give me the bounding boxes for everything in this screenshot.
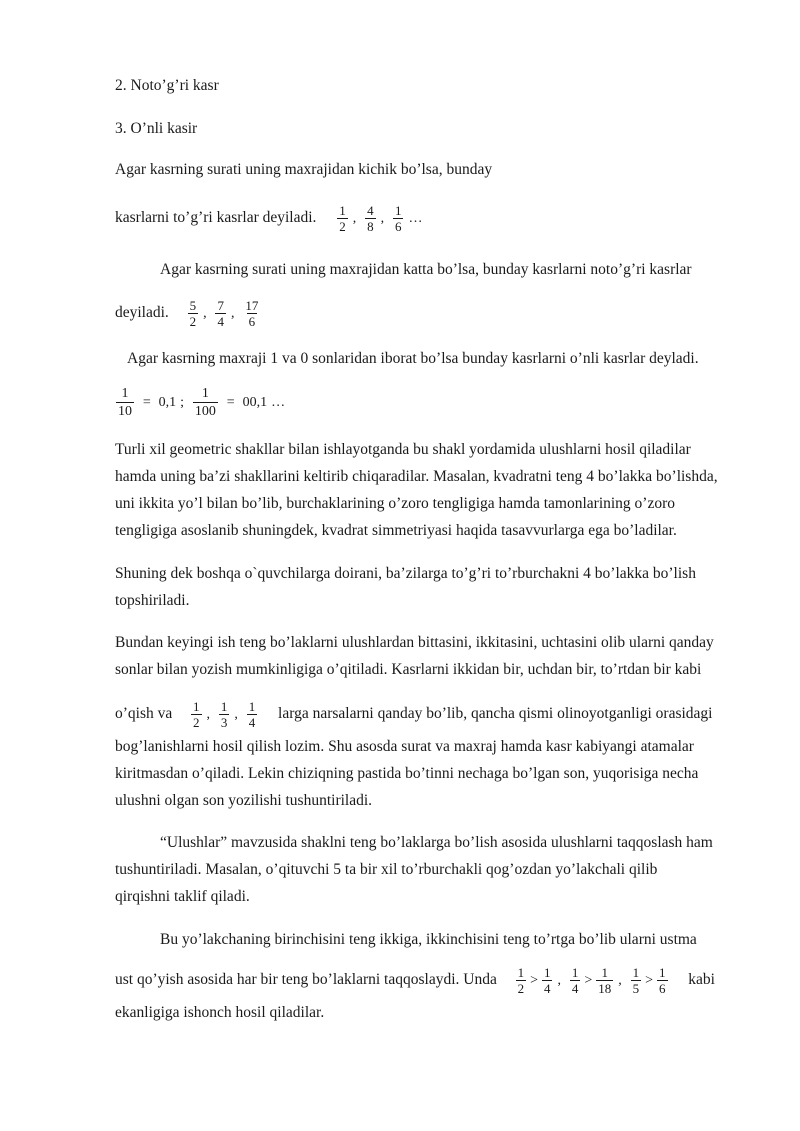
paragraph-line: tushuntiriladi. Masalan, o’qituvchi 5 ta bir xil to’rburchakli qog’ozdan yo’lakchali qilib (115, 861, 658, 878)
fraction: $\frac{1}{2}$ (517, 965, 525, 996)
paragraph-line: Shuning dek boshqa o`quvchilarga doirani, ba’zilarga to’g’ri to’rburchakni 4 bo’lakka bo’lish (115, 565, 696, 582)
line-text: kabi (688, 971, 715, 989)
fraction: $\frac{1}{5}$ (632, 965, 640, 996)
fraction: $\frac{1}{2}$ (339, 203, 346, 234)
paragraph-line: topshiriladi. (115, 592, 190, 609)
fraction: $\frac{1}{4}$ (543, 965, 551, 996)
unit-fraction-line: o’qish va $\frac{1}{2}$ , $\frac{1}{3}$ , $\frac{1}{4}$ larga narsalarni qanday bo’lib, qancha qismi olinoyotganligi orasidagi (115, 699, 713, 730)
paragraph-line: qirqishni taklif qiladi. (115, 888, 250, 905)
comparison-line: ust qo’yish asosida har bir teng bo’laklarni taqqoslaydi. Unda $\frac{1}{2}$ > $\frac{1}{4}$ , $\frac{1}{4}$ > $\frac{1}{18}$ , $\frac{1}{5}$ > $\frac{1}{6}$ kabi (115, 965, 715, 996)
improper-fraction-line: deyiladi. $\frac{5}{2}$ , $\frac{7}{4}$ , $\frac{17}{6}$ (115, 298, 259, 329)
paragraph-line: Bundan keyingi ish teng bo’laklarni ulushlardan bittasini, ikkitasini, uchtasini olib ularni qanday (115, 634, 714, 651)
fraction: $\frac{4}{8}$ (367, 203, 374, 234)
proper-fraction-line: kasrlarni to’g’ri kasrlar deyiladi. $\frac{1}{2}$ , $\frac{4}{8}$ , $\frac{1}{6}$ … (115, 203, 423, 234)
paragraph-line: Agar kasrning maxraji 1 va 0 sonlaridan iborat bo’lsa bunday kasrlarni o’nli kasrlar deyladi. (127, 350, 699, 367)
paragraph-line: hamda uning ba’zi shakllarini keltirib chiqaradilar. Masalan, kvadratni teng 4 bo’lakka bo’lishda, (115, 468, 718, 485)
paragraph-line: uni ikkita yo’l bilan bo’lib, burchaklarining o’zoro tengligiga hamda tamonlarining o’zoro (115, 495, 676, 512)
fraction: $\frac{17}{6}$ (245, 298, 259, 329)
fraction: $\frac{1}{10}$ (118, 386, 132, 419)
paragraph-line: Agar kasrning surati uning maxrajidan katta bo’lsa, bunday kasrlarni noto’g’ri kasrlar (160, 261, 692, 278)
paragraph-line: tengligiga asoslanib shuningdek, kvadrat simmetriyasi haqida tasavvurlarga ega bo’ladilar. (115, 522, 677, 539)
list-item-3: 3. O’nli kasir (115, 120, 198, 137)
line-text: kasrlarni to’g’ri kasrlar deyiladi. (115, 209, 317, 227)
paragraph-line: kiritmasdan o’qiladi. Lekin chiziqning pastida bo’tinni nechaga bo’lgan son, yuqorisiga necha (115, 765, 699, 782)
fraction: $\frac{7}{4}$ (217, 298, 224, 329)
fraction: $\frac{5}{2}$ (189, 298, 197, 329)
line-text: deyiladi. (115, 304, 169, 322)
line-text: larga narsalarni qanday bo’lib, qancha qismi olinoyotganligi orasidagi (278, 705, 713, 723)
fraction: $\frac{1}{6}$ (659, 965, 666, 996)
decimal-fraction-line: $\frac{1}{10}$ = 0,1 ; $\frac{1}{100}$ = 00,1 … (118, 386, 286, 419)
fraction: $\frac{1}{2}$ (193, 699, 200, 730)
fraction: $\frac{1}{3}$ (220, 699, 228, 730)
paragraph-line: ulushni olgan son yozilishi tushuntiriladi. (115, 792, 373, 809)
fraction: $\frac{1}{100}$ (194, 386, 216, 419)
paragraph-line: bog’lanishlarni hosil qilish lozim. Shu asosda surat va maxraj hamda kasr kabiyangi atamalar (115, 738, 694, 755)
fraction: $\frac{1}{4}$ (571, 965, 579, 996)
paragraph-line: sonlar bilan yozish mumkinligiga o’qitiladi. Kasrlarni ikkidan bir, uchdan bir, to’rtdan bir kabi (115, 661, 702, 678)
list-item-2: 2. Noto’g’ri kasr (115, 77, 219, 94)
paragraph-line: “Ulushlar” mavzusida shaklni teng bo’laklarga bo’lish asosida ulushlarni taqqoslash ham (160, 834, 713, 851)
line-text: ust qo’yish asosida har bir teng bo’laklarni taqqoslaydi. Unda (115, 971, 497, 989)
fraction: $\frac{1}{6}$ (394, 203, 402, 234)
paragraph-line: Bu yo’lakchaning birinchisini teng ikkiga, ikkinchisini teng to’rtga bo’lib ularni ustma (160, 931, 697, 948)
fraction: $\frac{1}{4}$ (248, 699, 256, 730)
paragraph-line: Turli xil geometric shakllar bilan ishlayotganda bu shakl yordamida ulushlarni hosil qiladilar (115, 441, 691, 458)
paragraph-line: Agar kasrning surati uning maxrajidan kichik bo’lsa, bunday (115, 161, 493, 178)
fraction: $\frac{1}{18}$ (598, 965, 612, 996)
paragraph-line: ekanligiga ishonch hosil qiladilar. (115, 1004, 325, 1021)
line-text: o’qish va (115, 705, 173, 723)
